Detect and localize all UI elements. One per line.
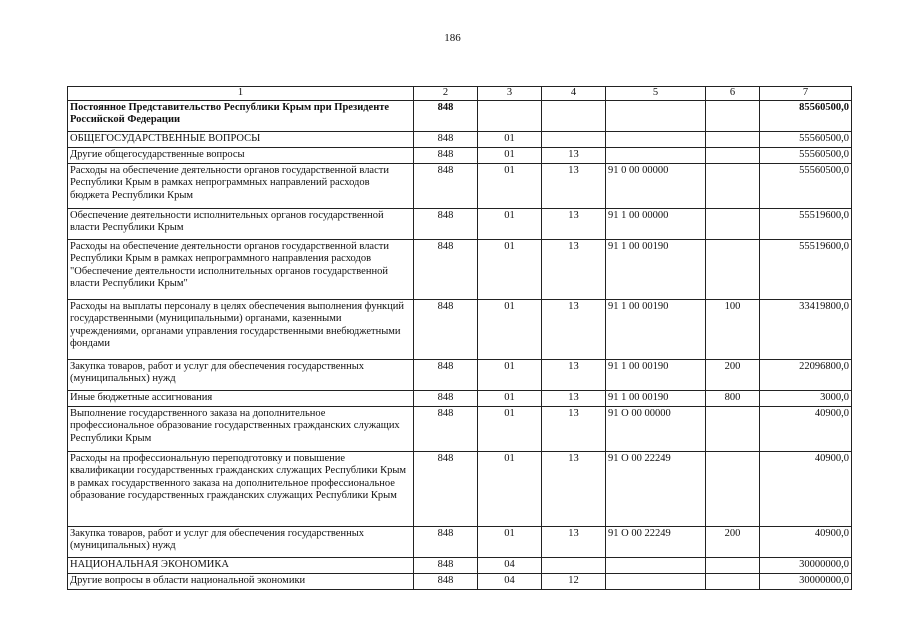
admin-code-cell: 848 (414, 164, 478, 209)
amount-cell: 85560500,0 (760, 101, 852, 132)
row-name-cell: ОБЩЕГОСУДАРСТВЕННЫЕ ВОПРОСЫ (68, 132, 414, 148)
amount-cell: 33419800,0 (760, 300, 852, 360)
target-article-cell (606, 574, 706, 590)
expense-type-cell: 800 (706, 391, 760, 407)
section-code-cell: 01 (478, 209, 542, 240)
expense-type-cell (706, 132, 760, 148)
subsection-code-cell (542, 558, 606, 574)
table-row (68, 148, 852, 164)
row-name-cell: Другие вопросы в области национальной экономики (68, 574, 414, 590)
expense-type-cell (706, 574, 760, 590)
header-cell: 4 (542, 87, 606, 101)
admin-code-cell: 848 (414, 391, 478, 407)
target-article-cell (606, 558, 706, 574)
table-row (68, 391, 852, 407)
amount-cell: 30000000,0 (760, 558, 852, 574)
row-name-cell: Расходы на обеспечение деятельности органов государственной власти Республики Крым в рамках непрограммного направления расходов "Обеспечение деятельности исполнительных органов государственной власти Республики Крым" (68, 240, 414, 300)
header-cell: 3 (478, 87, 542, 101)
table-row (68, 574, 852, 590)
expense-type-cell (706, 209, 760, 240)
expense-type-cell: 200 (706, 360, 760, 391)
section-code-cell: 01 (478, 240, 542, 300)
subsection-code-cell (542, 101, 606, 132)
table-row (68, 527, 852, 558)
row-name-cell: Обеспечение деятельности исполнительных органов государственной власти Республики Крым (68, 209, 414, 240)
admin-code-cell: 848 (414, 360, 478, 391)
header-cell: 1 (68, 87, 414, 101)
target-article-cell: 91 1 00 00190 (606, 240, 706, 300)
amount-cell: 22096800,0 (760, 360, 852, 391)
subsection-code-cell: 13 (542, 452, 606, 527)
admin-code-cell: 848 (414, 558, 478, 574)
section-code-cell: 04 (478, 574, 542, 590)
expense-type-cell (706, 164, 760, 209)
admin-code-cell: 848 (414, 148, 478, 164)
amount-cell: 3000,0 (760, 391, 852, 407)
expense-type-cell (706, 558, 760, 574)
admin-code-cell: 848 (414, 300, 478, 360)
admin-code-cell: 848 (414, 574, 478, 590)
expense-type-cell (706, 240, 760, 300)
admin-code-cell: 848 (414, 209, 478, 240)
budget-table (67, 86, 852, 590)
subsection-code-cell: 13 (542, 300, 606, 360)
section-code-cell (478, 101, 542, 132)
section-code-cell: 01 (478, 164, 542, 209)
target-article-cell (606, 132, 706, 148)
target-article-cell: 91 0 00 00000 (606, 164, 706, 209)
admin-code-cell: 848 (414, 407, 478, 452)
admin-code-cell: 848 (414, 132, 478, 148)
target-article-cell: 91 1 00 00190 (606, 360, 706, 391)
row-name-cell: Расходы на профессиональную переподготовку и повышение квалификации государственных гражданских служащих Республики Крым в рамках государственного заказа на дополнительное профессиональное образование государственных гражданских служащих Республики Крым (68, 452, 414, 527)
subsection-code-cell: 12 (542, 574, 606, 590)
section-code-cell: 01 (478, 527, 542, 558)
amount-cell: 55560500,0 (760, 132, 852, 148)
amount-cell: 55560500,0 (760, 148, 852, 164)
table-row (68, 300, 852, 360)
subsection-code-cell: 13 (542, 407, 606, 452)
section-code-cell: 01 (478, 391, 542, 407)
expense-type-cell (706, 452, 760, 527)
target-article-cell: 91 1 00 00190 (606, 391, 706, 407)
row-name-cell: Выполнение государственного заказа на дополнительное профессиональное образование государственных гражданских служащих Республики Крым (68, 407, 414, 452)
row-name-cell: Расходы на обеспечение деятельности органов государственной власти Республики Крым в рамках непрограммных направлений расходов бюджета Республики Крым (68, 164, 414, 209)
target-article-cell (606, 148, 706, 164)
admin-code-cell: 848 (414, 527, 478, 558)
target-article-cell: 91 О 00 22249 (606, 527, 706, 558)
row-name-cell: НАЦИОНАЛЬНАЯ ЭКОНОМИКА (68, 558, 414, 574)
subsection-code-cell: 13 (542, 209, 606, 240)
table-header-row (68, 87, 852, 101)
header-cell: 7 (760, 87, 852, 101)
expense-type-cell: 100 (706, 300, 760, 360)
section-code-cell: 01 (478, 452, 542, 527)
subsection-code-cell: 13 (542, 527, 606, 558)
section-code-cell: 01 (478, 300, 542, 360)
subsection-code-cell: 13 (542, 240, 606, 300)
header-cell: 6 (706, 87, 760, 101)
amount-cell: 40900,0 (760, 407, 852, 452)
table-row (68, 240, 852, 300)
subsection-code-cell (542, 132, 606, 148)
header-cell: 2 (414, 87, 478, 101)
row-name-cell: Другие общегосударственные вопросы (68, 148, 414, 164)
expense-type-cell (706, 148, 760, 164)
row-name-cell: Расходы на выплаты персоналу в целях обеспечения выполнения функций государственными (муниципальными) органами, казенными учреждениями, органами управления государственными внебюджетными фондами (68, 300, 414, 360)
section-code-cell: 04 (478, 558, 542, 574)
table-row (68, 452, 852, 527)
target-article-cell (606, 101, 706, 132)
amount-cell: 40900,0 (760, 527, 852, 558)
amount-cell: 55519600,0 (760, 240, 852, 300)
table-row (68, 164, 852, 209)
table-row (68, 101, 852, 132)
table-row (68, 407, 852, 452)
subsection-code-cell: 13 (542, 148, 606, 164)
row-name-cell: Иные бюджетные ассигнования (68, 391, 414, 407)
target-article-cell: 91 1 00 00000 (606, 209, 706, 240)
admin-code-cell: 848 (414, 452, 478, 527)
section-code-cell: 01 (478, 360, 542, 391)
section-code-cell: 01 (478, 407, 542, 452)
subsection-code-cell: 13 (542, 391, 606, 407)
table-row (68, 558, 852, 574)
section-code-cell: 01 (478, 132, 542, 148)
amount-cell: 55519600,0 (760, 209, 852, 240)
table-row (68, 360, 852, 391)
admin-code-cell: 848 (414, 240, 478, 300)
amount-cell: 55560500,0 (760, 164, 852, 209)
expense-type-cell (706, 101, 760, 132)
row-name-cell: Закупка товаров, работ и услуг для обеспечения государственных (муниципальных) нужд (68, 360, 414, 391)
expense-type-cell: 200 (706, 527, 760, 558)
amount-cell: 30000000,0 (760, 574, 852, 590)
table-row (68, 209, 852, 240)
page-number: 186 (444, 32, 461, 44)
header-cell: 5 (606, 87, 706, 101)
section-code-cell: 01 (478, 148, 542, 164)
target-article-cell: 91 О 00 22249 (606, 452, 706, 527)
table-row (68, 132, 852, 148)
target-article-cell: 91 О 00 00000 (606, 407, 706, 452)
expense-type-cell (706, 407, 760, 452)
subsection-code-cell: 13 (542, 360, 606, 391)
row-name-cell: Закупка товаров, работ и услуг для обеспечения государственных (муниципальных) нужд (68, 527, 414, 558)
amount-cell: 40900,0 (760, 452, 852, 527)
admin-code-cell: 848 (414, 101, 478, 132)
target-article-cell: 91 1 00 00190 (606, 300, 706, 360)
row-name-cell: Постоянное Представительство Республики Крым при Президенте Российской Федерации (68, 101, 414, 132)
subsection-code-cell: 13 (542, 164, 606, 209)
